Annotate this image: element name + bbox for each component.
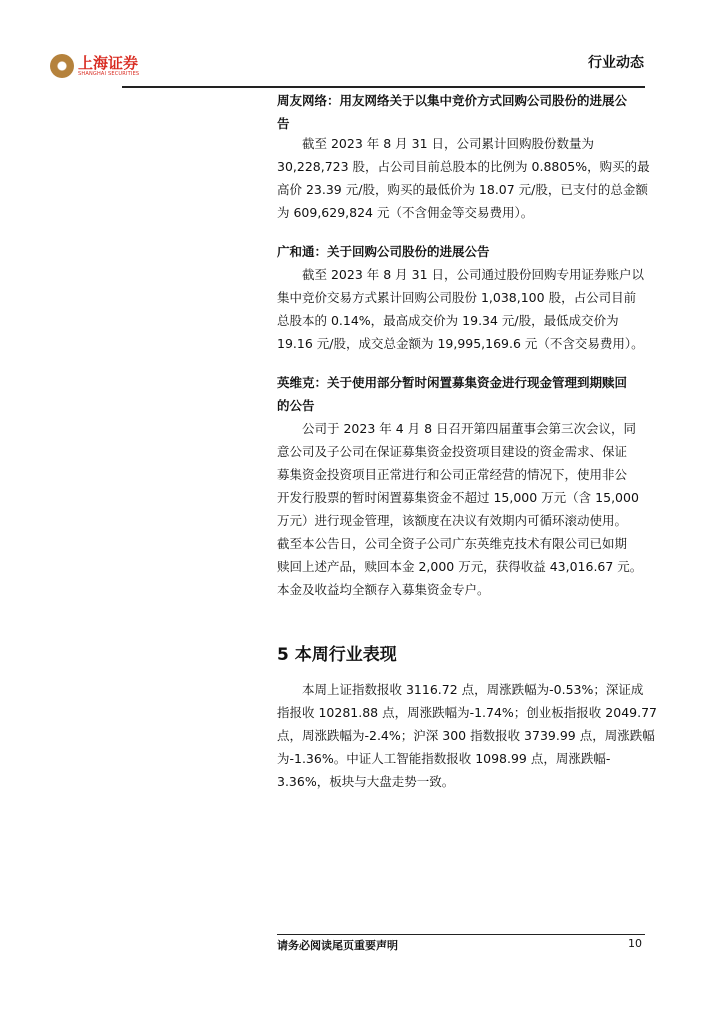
text-line: 意公司及子公司在保证募集资金投资项目建设的资金需求、保证 <box>277 444 628 459</box>
announcement-fibocom <box>277 240 649 355</box>
announcement-heading: 的公告 <box>277 398 315 413</box>
logo-emblem-icon <box>50 54 74 78</box>
text-line: 截至 2023 年 8 月 31 日，公司通过股份回购专用证券账户以 <box>302 267 645 282</box>
text-line: 为 609,629,824 元（不含佣金等交易费用）。 <box>277 205 534 220</box>
text-line: 总股本的 0.14%，最高成交价为 19.34 元/股，最低成交价为 <box>277 313 619 328</box>
text-line: 开发行股票的暂时闲置募集资金不超过 15,000 万元（含 15,000 <box>277 490 639 505</box>
text-line: 集中竞价交易方式累计回购公司股份 1,038,100 股，占公司目前 <box>277 290 637 305</box>
text-line: 30,228,723 股，占公司目前总股本的比例为 0.8805%，购买的最 <box>277 159 650 174</box>
page-number: 10 <box>628 937 642 950</box>
text-line: 公司于 2023 年 4 月 8 日召开第四届董事会第三次会议，同 <box>302 421 637 436</box>
announcement-yonyou <box>277 89 649 224</box>
announcement-envicool <box>277 371 649 601</box>
announcement-heading: 告 <box>277 116 290 131</box>
text-line: 万元）进行现金管理，该额度在决议有效期内可循环滚动使用。 <box>277 513 628 528</box>
text-line: 高价 23.39 元/股，购买的最低价为 18.07 元/股，已支付的总金额 <box>277 182 648 197</box>
text-line: 19.16 元/股，成交总金额为 19,995,169.6 元（不含交易费用）。 <box>277 336 644 351</box>
logo-text-en: SHANGHAI SECURITIES <box>78 71 140 77</box>
section-heading: 5 本周行业表现 <box>277 645 397 665</box>
footer-disclaimer: 请务必阅读尾页重要声明 <box>277 939 398 952</box>
header-divider <box>122 86 645 88</box>
text-line: 募集资金投资项目正常进行和公司正常经营的情况下，使用非公 <box>277 467 628 482</box>
logo-text-cn: 上海证券 <box>78 54 139 72</box>
footer-divider <box>277 934 645 935</box>
text-line: 为-1.36%。中证人工智能指数报收 1098.99 点，周涨跌幅- <box>277 751 611 766</box>
announcement-heading: 英维克：关于使用部分暂时闲置募集资金进行现金管理到期赎回 <box>277 375 628 390</box>
text-line: 点，周涨跌幅为-2.4%；沪深 300 指数报收 3739.99 点，周涨跌幅 <box>277 728 655 743</box>
text-line: 本金及收益均全额存入募集资金专户。 <box>277 582 490 597</box>
text-line: 本周上证指数报收 3116.72 点，周涨跌幅为-0.53%；深证成 <box>302 682 644 697</box>
company-logo <box>50 54 139 78</box>
text-line: 3.36%，板块与大盘走势一致。 <box>277 774 455 789</box>
header-title: 行业动态 <box>588 55 644 71</box>
text-line: 赎回上述产品，赎回本金 2,000 万元，获得收益 43,016.67 元。 <box>277 559 643 574</box>
text-line: 指报收 10281.88 点，周涨跌幅为-1.74%；创业板指报收 2049.77 <box>277 705 657 720</box>
announcement-heading: 周友网络：用友网络关于以集中竞价方式回购公司股份的进展公 <box>277 93 628 108</box>
section-paragraph <box>277 678 657 793</box>
text-line: 截至 2023 年 8 月 31 日，公司累计回购股份数量为 <box>302 136 595 151</box>
text-line: 截至本公告日，公司全资子公司广东英维克技术有限公司已如期 <box>277 536 628 551</box>
announcement-heading: 广和通：关于回购公司股份的进展公告 <box>277 244 490 259</box>
